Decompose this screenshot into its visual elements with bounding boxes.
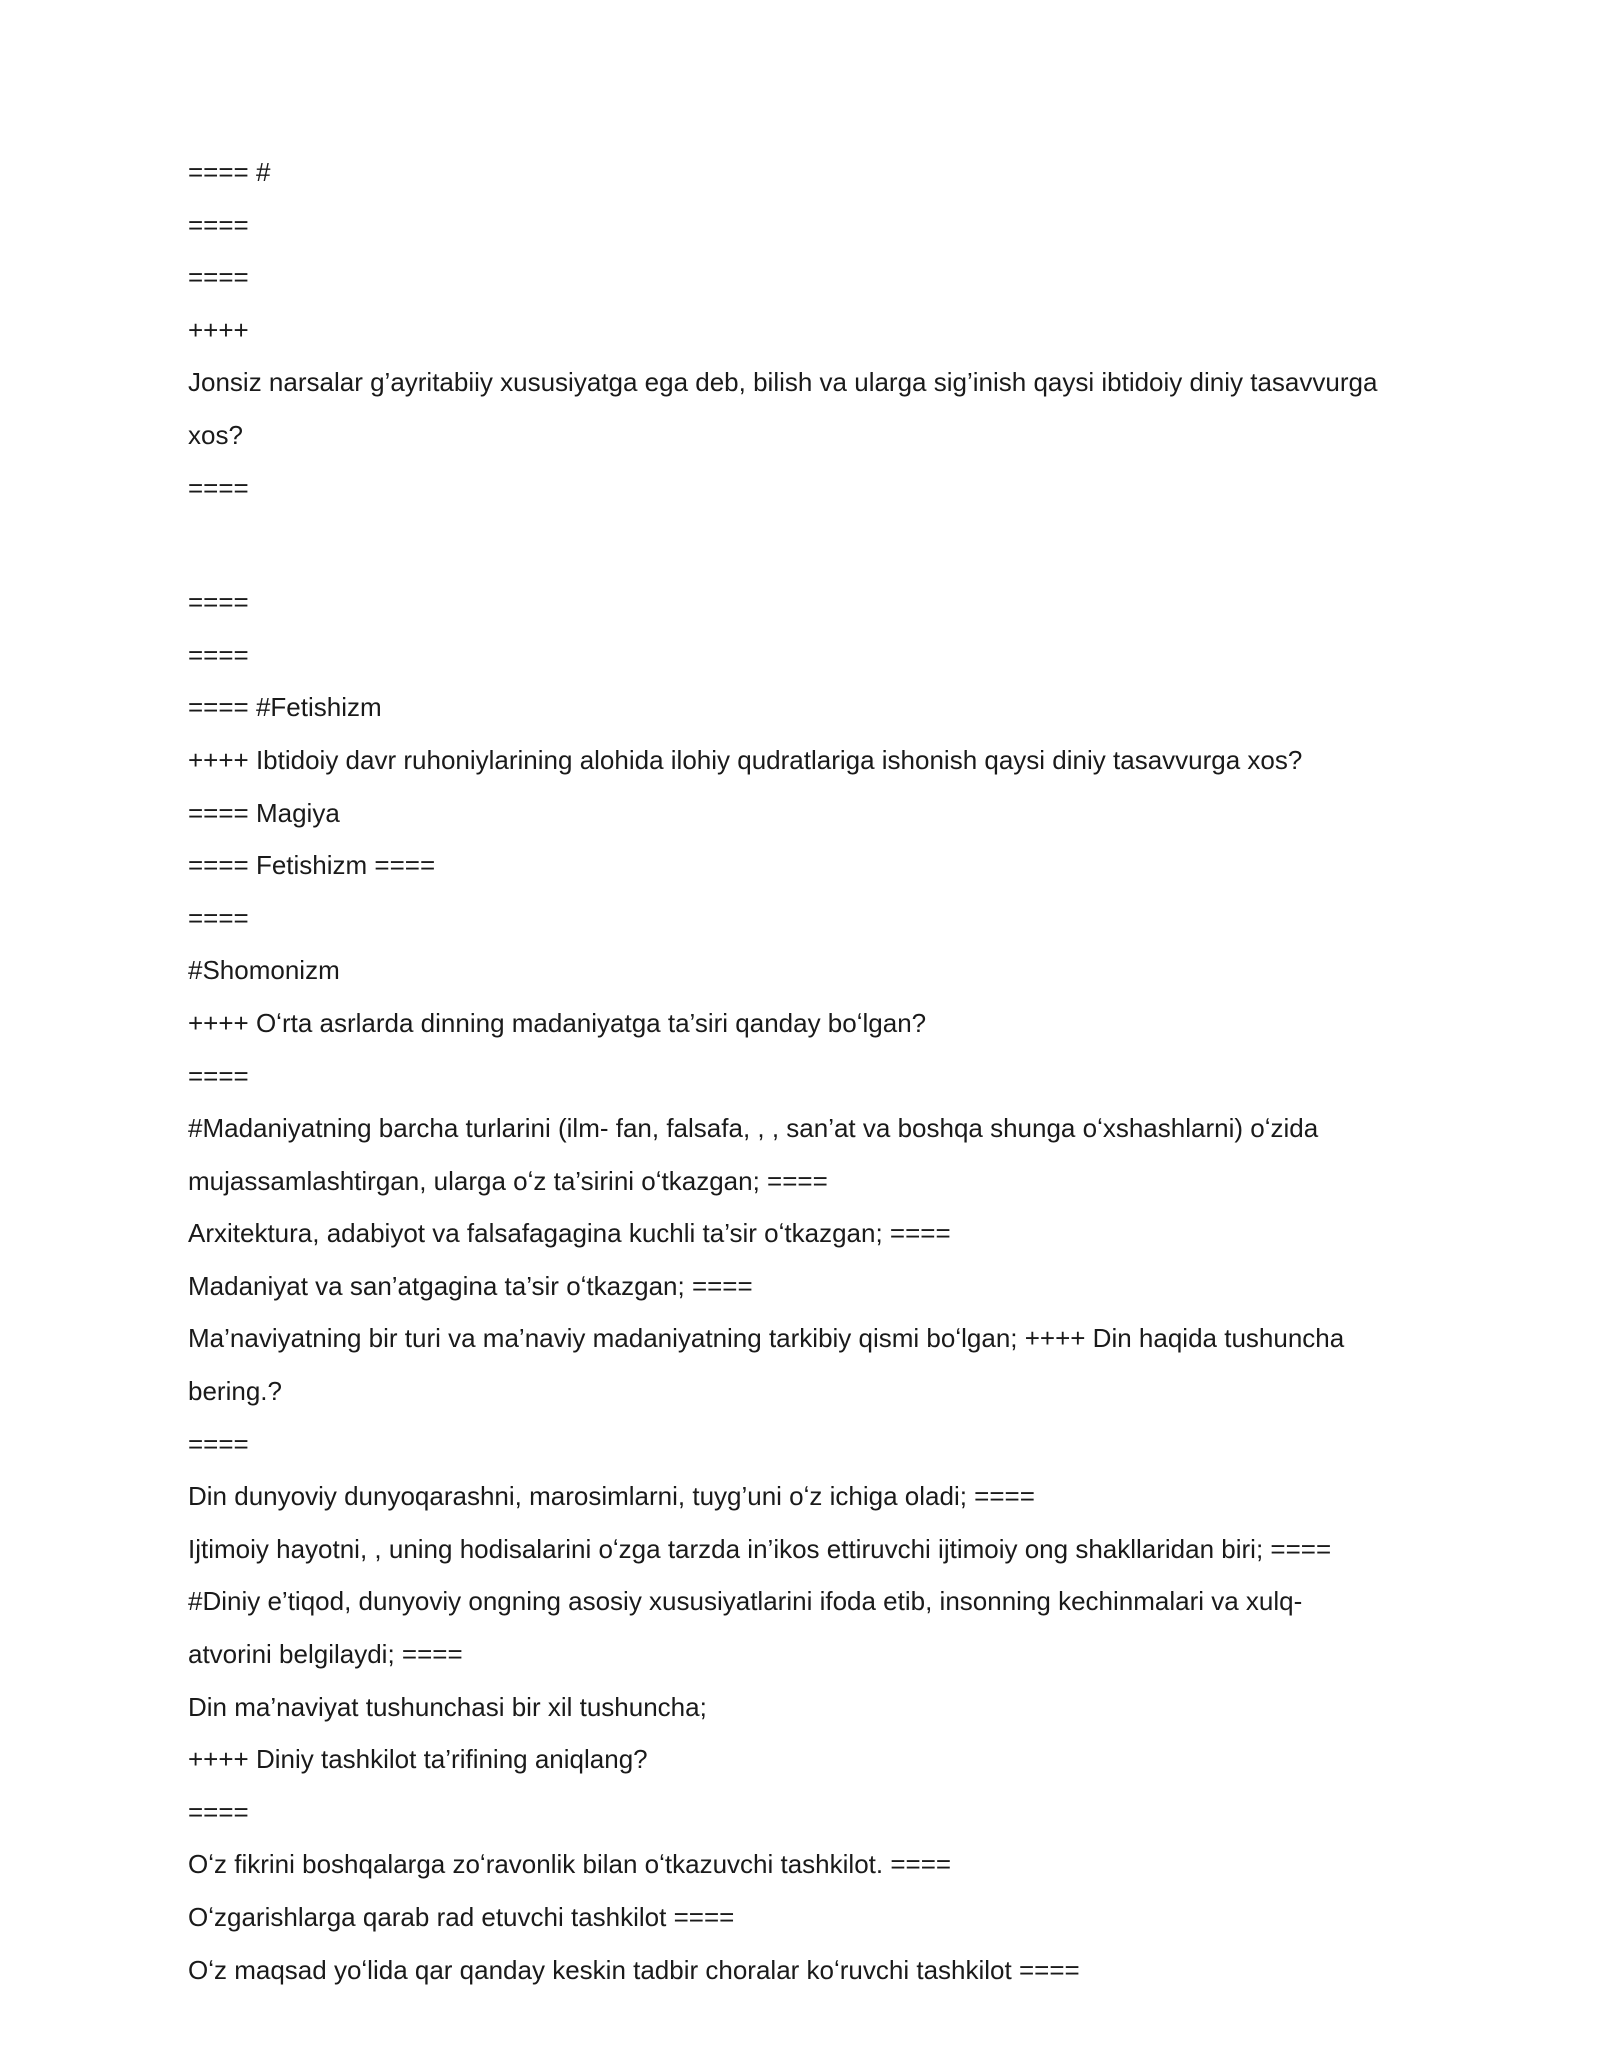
text-line: ==== bbox=[188, 472, 249, 503]
answer-option: Ijtimoiy hayotni, , uning hodisalarini oʻzga tarzda in’ikos ettiruvchi ijtimoiy ong shakllaridan biri; ==== bbox=[188, 1533, 1332, 1564]
answer-correct: mujassamlashtirgan, ularga oʻz ta’sirini oʻtkazgan; ==== bbox=[188, 1165, 828, 1196]
text-line: ==== bbox=[188, 262, 249, 293]
answer-option: Arxitektura, adabiyot va falsafagagina kuchli ta’sir oʻtkazgan; ==== bbox=[188, 1218, 951, 1249]
text-line: ==== bbox=[188, 1060, 249, 1091]
answer-option: Din dunyoviy dunyoqarashni, marosimlarni, tuyg’uni oʻz ichiga oladi; ==== bbox=[188, 1481, 1035, 1512]
question-text: ++++ Diniy tashkilot ta’rifining aniqlang? bbox=[188, 1744, 648, 1775]
text-line: ==== bbox=[188, 1796, 249, 1827]
document-body bbox=[188, 146, 1418, 1996]
answer-correct: #Shomonizm bbox=[188, 955, 340, 986]
text-line: ==== bbox=[188, 902, 249, 933]
text-line: ==== bbox=[188, 1428, 249, 1459]
answer-option: ==== Magiya bbox=[188, 797, 340, 828]
answer-option: Oʻz maqsad yoʻlida qar qanday keskin tadbir choralar koʻruvchi tashkilot ==== bbox=[188, 1954, 1080, 1985]
question-text: ++++ Oʻrta asrlarda dinning madaniyatga ta’siri qanday boʻlgan? bbox=[188, 1007, 927, 1038]
answer-option: ==== Fetishizm ==== bbox=[188, 850, 436, 881]
text-line: ==== # bbox=[188, 157, 271, 187]
answer-option: Ma’naviyatning bir turi va ma’naviy madaniyatning tarkibiy qismi boʻlgan; ++++ Din haqida tushuncha bbox=[188, 1323, 1345, 1354]
question-text: Jonsiz narsalar g’ayritabiiy xususiyatga ega deb, bilish va ularga sig’inish qaysi ibtidoiy diniy tasavvurga bbox=[188, 367, 1378, 398]
blank-gap bbox=[188, 514, 1418, 576]
text-line: ++++ bbox=[188, 314, 249, 345]
text-line: ==== bbox=[188, 587, 249, 618]
answer-option: Din ma’naviyat tushunchasi bir xil tushuncha; bbox=[188, 1691, 707, 1722]
answer-option: Madaniyat va san’atgagina ta’sir oʻtkazgan; ==== bbox=[188, 1270, 753, 1301]
answer-option: Oʻzgarishlarga qarab rad etuvchi tashkilot ==== bbox=[188, 1902, 735, 1932]
answer-correct: ==== #Fetishizm bbox=[188, 692, 382, 723]
question-text: xos? bbox=[188, 419, 243, 450]
text-line: ==== bbox=[188, 639, 249, 670]
answer-correct: atvorini belgilaydi; ==== bbox=[188, 1639, 463, 1670]
answer-option: Oʻz fikrini boshqalarga zoʻravonlik bilan oʻtkazuvchi tashkilot. ==== bbox=[188, 1849, 952, 1880]
text-line: ==== bbox=[188, 209, 249, 240]
question-text: bering.? bbox=[188, 1376, 282, 1407]
answer-correct: #Diniy e’tiqod, dunyoviy ongning asosiy xususiyatlarini ifoda etib, insonning kechinmalari va xulq- bbox=[188, 1586, 1303, 1617]
question-text: ++++ Ibtidoiy davr ruhoniylarining alohida ilohiy qudratlariga ishonish qaysi diniy tasavvurga xos? bbox=[188, 744, 1303, 775]
answer-correct: #Madaniyatning barcha turlarini (ilm- fan, falsafa, , , san’at va boshqa shunga oʻxshashlarni) oʻzida bbox=[188, 1113, 1319, 1144]
